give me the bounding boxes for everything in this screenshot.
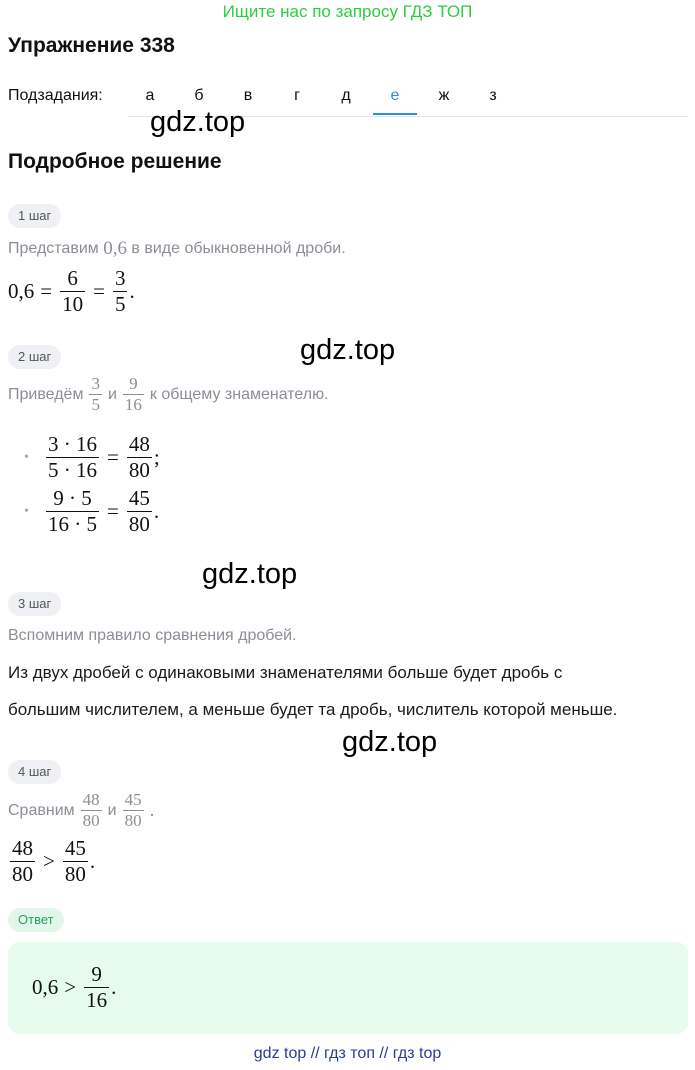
punctuation: ; bbox=[153, 445, 160, 469]
answer-box bbox=[8, 942, 688, 1034]
fraction bbox=[127, 432, 152, 483]
tab-e[interactable]: е bbox=[373, 78, 417, 115]
answer-formula bbox=[32, 962, 116, 1013]
greater-than-sign: > bbox=[43, 849, 55, 873]
denominator: 80 bbox=[124, 811, 142, 830]
tab-v[interactable]: в bbox=[243, 87, 253, 104]
fraction bbox=[113, 266, 128, 317]
numerator: 45 bbox=[64, 836, 86, 860]
numerator: 3 bbox=[91, 374, 100, 393]
subtasks-label: Подзадания: bbox=[8, 87, 103, 104]
equals-sign: = bbox=[40, 279, 53, 303]
numerator: 48 bbox=[128, 432, 150, 456]
denominator: 10 bbox=[62, 292, 84, 316]
tab-d[interactable]: д bbox=[341, 87, 351, 104]
numerator: 45 bbox=[128, 486, 150, 510]
page-title: Упражнение 338 bbox=[8, 34, 175, 57]
math-term: 0,6 bbox=[32, 975, 59, 999]
numerator: 9 bbox=[129, 374, 138, 393]
denominator: 5 · 16 bbox=[48, 458, 97, 482]
tab-z[interactable]: з bbox=[489, 87, 497, 104]
fraction bbox=[46, 486, 99, 537]
denominator: 80 bbox=[64, 862, 86, 886]
denominator: 80 bbox=[128, 512, 150, 536]
step-hint bbox=[8, 374, 329, 415]
numerator: 3 bbox=[114, 266, 126, 290]
footer-links[interactable]: gdz top // гдз топ // гдз top bbox=[253, 1045, 442, 1062]
numerator: 6 bbox=[67, 266, 78, 290]
numerator: 9 · 5 bbox=[53, 486, 92, 510]
numerator: 9 bbox=[91, 962, 102, 986]
rule-text: Из двух дробей с одинаковыми знаменателями больше будет дробь с bbox=[8, 663, 563, 682]
period: . bbox=[89, 849, 96, 873]
list-item bbox=[24, 432, 160, 483]
hint-text: Представим bbox=[8, 240, 99, 257]
step-badge: 4 шаг bbox=[8, 760, 61, 784]
step-hint: Вспомним правило сравнения дробей. bbox=[8, 627, 297, 644]
period: . bbox=[149, 799, 155, 821]
fraction bbox=[123, 790, 144, 831]
fraction bbox=[60, 266, 85, 317]
math-term: 0,6 bbox=[8, 279, 35, 303]
tab-a[interactable]: а bbox=[145, 87, 155, 104]
equals-sign: = bbox=[93, 279, 105, 303]
hint-text: и bbox=[107, 801, 117, 819]
equals-sign: = bbox=[107, 499, 119, 523]
fraction bbox=[123, 374, 144, 415]
watermark: gdz.top bbox=[150, 106, 246, 138]
watermark: gdz.top bbox=[342, 726, 438, 758]
fraction bbox=[89, 374, 102, 415]
greater-than-sign: > bbox=[64, 975, 77, 999]
fraction bbox=[84, 962, 109, 1013]
fraction bbox=[46, 432, 99, 483]
punctuation: . bbox=[153, 499, 160, 523]
denominator: 16 · 5 bbox=[48, 512, 97, 536]
numerator: 48 bbox=[12, 836, 33, 860]
hint-math: 0,6 bbox=[103, 238, 127, 259]
period: . bbox=[111, 975, 117, 999]
tab-zh[interactable]: ж bbox=[438, 87, 450, 104]
fraction bbox=[63, 836, 88, 887]
hint-text: Приведём bbox=[8, 385, 84, 403]
fraction bbox=[10, 836, 35, 887]
rule-text: большим числителем, а меньше будет та дробь, числитель которой меньше. bbox=[8, 700, 618, 719]
top-banner[interactable]: Ищите нас по запросу ГДЗ ТОП bbox=[222, 2, 473, 21]
numerator: 45 bbox=[124, 790, 142, 809]
denominator: 5 bbox=[91, 395, 100, 414]
section-title: Подробное решение bbox=[8, 150, 222, 173]
hint-text: Сравним bbox=[8, 801, 75, 819]
step-hint bbox=[8, 790, 154, 831]
denominator: 16 bbox=[124, 395, 142, 414]
step-badge: 3 шаг bbox=[8, 592, 61, 616]
bullet: • bbox=[24, 503, 29, 519]
denominator: 80 bbox=[82, 811, 100, 830]
step-formula bbox=[8, 836, 95, 887]
watermark: gdz.top bbox=[202, 558, 298, 590]
fraction bbox=[81, 790, 102, 831]
denominator: 16 bbox=[86, 988, 108, 1012]
step-hint bbox=[8, 238, 346, 260]
hint-text: в виде обыкновенной дроби. bbox=[131, 240, 346, 257]
bullet: • bbox=[24, 449, 29, 465]
hint-text: и bbox=[107, 385, 117, 403]
denominator: 80 bbox=[12, 862, 33, 886]
numerator: 48 bbox=[82, 790, 100, 809]
denominator: 5 bbox=[114, 292, 126, 316]
answer-badge: Ответ bbox=[8, 908, 64, 932]
equals-sign: = bbox=[107, 445, 119, 469]
step-badge: 1 шаг bbox=[8, 204, 61, 228]
step-formula bbox=[8, 266, 135, 317]
watermark: gdz.top bbox=[300, 334, 396, 366]
numerator: 3 · 16 bbox=[48, 432, 97, 456]
tab-g[interactable]: г bbox=[294, 87, 300, 104]
step-badge: 2 шаг bbox=[8, 345, 61, 369]
denominator: 80 bbox=[128, 458, 150, 482]
tab-b[interactable]: б bbox=[194, 87, 204, 104]
fraction bbox=[127, 486, 152, 537]
period: . bbox=[129, 279, 135, 303]
list-item bbox=[24, 486, 159, 537]
hint-text: к общему знаменателю. bbox=[149, 385, 329, 403]
